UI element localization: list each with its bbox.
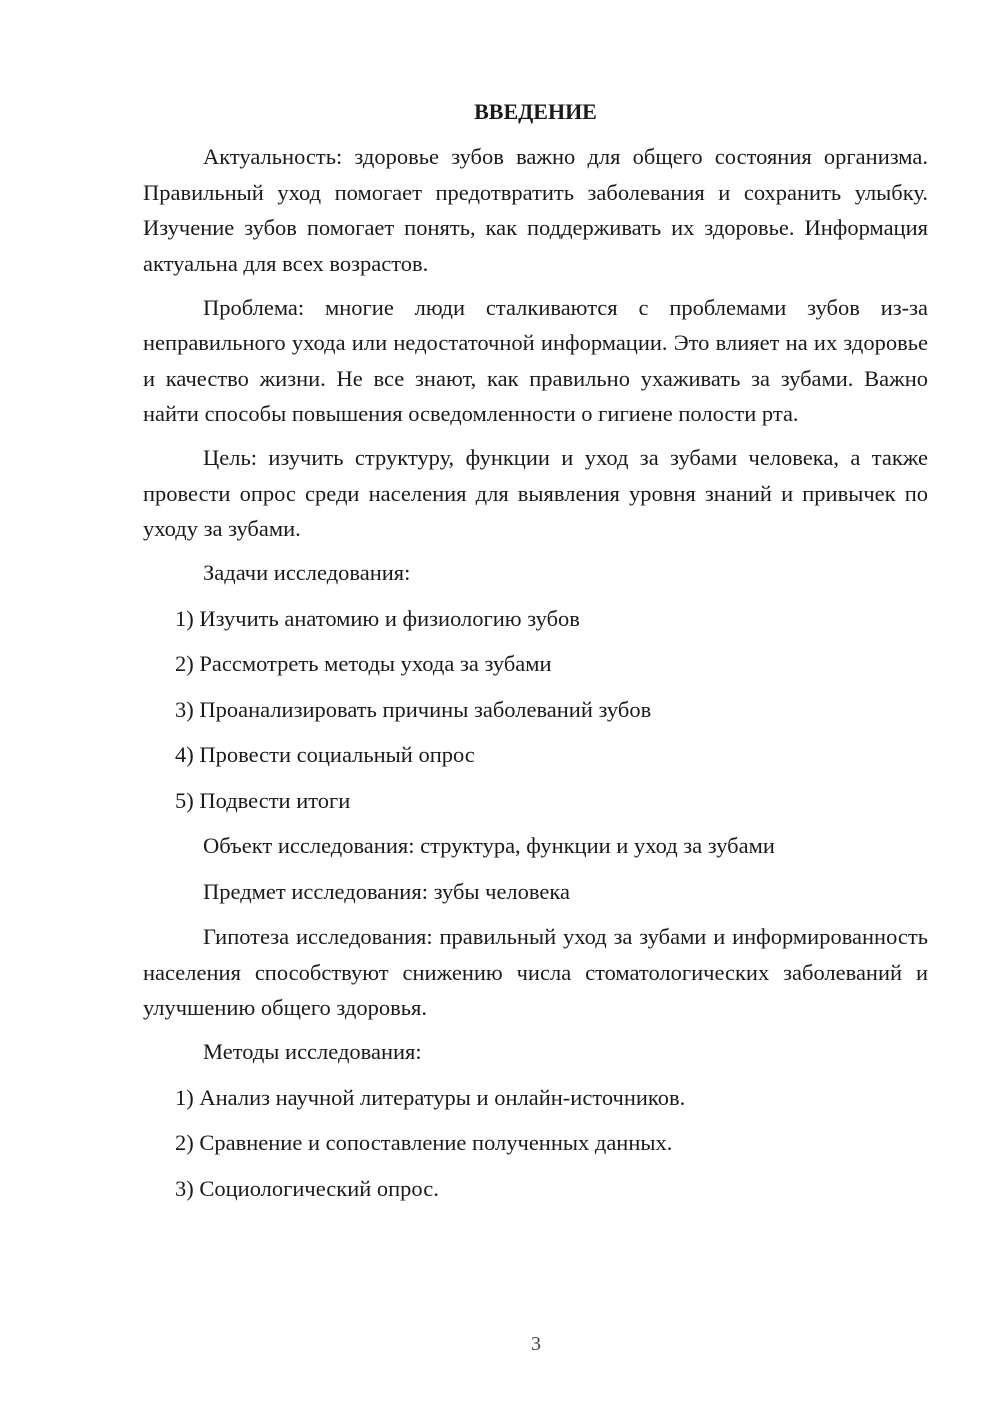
task-item: 2) Рассмотреть методы ухода за зубами (175, 651, 552, 676)
research-object: Объект исследования: структура, функции и уход за зубами (203, 833, 775, 858)
relevance-paragraph: Актуальность: здоровье зубов важно для общего состояния организма. Правильный уход помогает предотвратить заболевания и сохранить улыбку. Изучение зубов помогает понять, как поддерживать их здоровье. Информация актуальна для всех возрастов. (143, 144, 928, 276)
goal-paragraph: Цель: изучить структуру, функции и уход за зубами человека, а также провести опрос среди населения для выявления уровня знаний и привычек по уходу за зубами. (143, 445, 928, 541)
method-item: 2) Сравнение и сопоставление полученных данных. (175, 1130, 673, 1155)
method-item: 1) Анализ научной литературы и онлайн-источников. (175, 1084, 686, 1110)
task-item: 5) Подвести итоги (175, 787, 351, 813)
problem-paragraph: Проблема: многие люди сталкиваются с проблемами зубов из-за неправильного ухода или недостаточной информации. Это влияет на их здоровье и качество жизни. Не все знают, как правильно ухаживать за зубами. Важно найти способы повышения осведомленности о гигиене полости рта. (143, 294, 928, 426)
methods-title: Методы исследования: (203, 1039, 422, 1064)
method-item: 3) Социологический опрос. (175, 1175, 439, 1201)
task-item: 3) Проанализировать причины заболеваний зубов (175, 696, 652, 722)
research-subject: Предмет исследования: зубы человека (203, 878, 570, 904)
page-content (143, 94, 928, 1216)
page-number: 3 (531, 1333, 541, 1355)
task-item: 4) Провести социальный опрос (175, 742, 475, 767)
hypothesis-paragraph: Гипотеза исследования: правильный уход за зубами и информированность населения способствуют снижению числа стоматологических заболеваний и улучшению общего здоровья. (143, 924, 928, 1020)
section-heading: ВВЕДЕНИЕ (474, 99, 597, 124)
task-item: 1) Изучить анатомию и физиологию зубов (175, 605, 580, 631)
tasks-title: Задачи исследования: (203, 560, 411, 585)
